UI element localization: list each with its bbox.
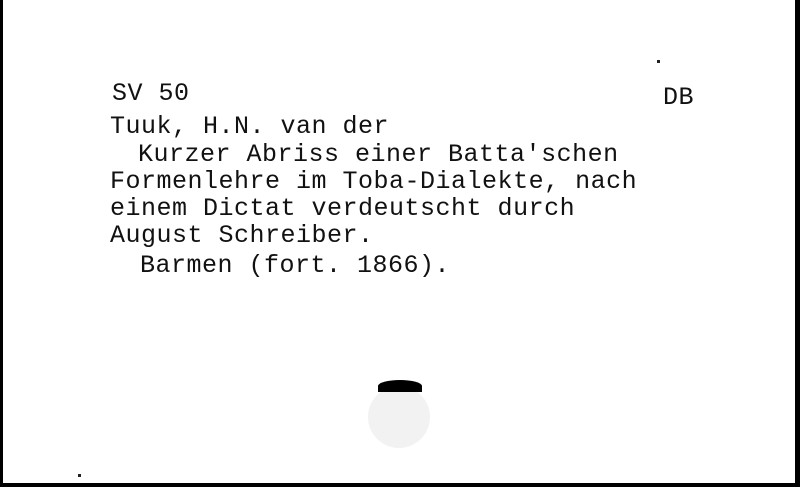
title-line-2: Formenlehre im Toba-Dialekte, nach [110,167,638,196]
imprint-line: Barmen (fort. 1866). [140,251,451,280]
title-line-4: August Schreiber. [110,221,374,250]
scan-edge-right [795,0,800,487]
punch-hole [368,386,430,448]
title-line-1: Kurzer Abriss einer Batta'schen [138,140,619,169]
author-line: Tuuk, H.N. van der [110,112,390,141]
punch-hole-shadow [378,380,422,392]
dust-speck [78,474,81,477]
scan-edge-bottom [0,483,800,487]
dust-speck [657,60,660,63]
title-line-3: einem Dictat verdeutscht durch [110,194,576,223]
shelfmark: SV 50 [112,79,190,108]
collection-code: DB [663,83,695,112]
scan-edge-left [0,0,3,487]
